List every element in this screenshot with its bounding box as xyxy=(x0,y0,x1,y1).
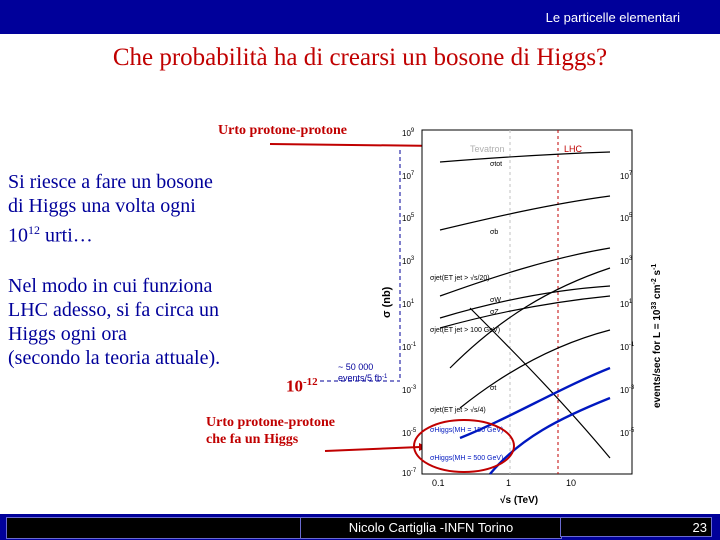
right-tick-3: $10^1$ xyxy=(620,299,633,309)
paragraph-2-line-3: Higgs ogni ora xyxy=(8,323,127,345)
left-tick-1: $10^7$ xyxy=(402,171,415,181)
left-tick-0: $10^9$ xyxy=(402,128,415,138)
left-tick-6: $10^{-3}$ xyxy=(402,385,417,395)
right-tick-6: $10^{-5}$ xyxy=(620,428,635,438)
x-tick-0: 0.1 xyxy=(432,478,445,488)
higgs-label-150: σHiggs(MH = 150 GeV) xyxy=(430,427,504,434)
label-higgs-line-2: che fa un Higgs xyxy=(206,432,299,447)
events-line-1: ~ 50 000 xyxy=(338,362,374,372)
x-tick-2: 10 xyxy=(566,478,577,488)
power-base: 10 xyxy=(8,224,28,247)
footer-author: Nicolo Cartiglia -INFN Torino xyxy=(300,517,562,539)
lhc-label: LHC xyxy=(564,144,583,154)
y-axis-label-left: σ (nb) xyxy=(381,286,393,318)
paragraph-2-line-4: (secondo la teoria attuale). xyxy=(8,347,221,369)
curve-label-t: σt xyxy=(490,385,497,392)
ratio-exponent: -12 xyxy=(303,376,318,388)
left-tick-7: $10^{-5}$ xyxy=(402,428,417,438)
curve-label-jet-20: σjet(ET jet > √s/20) xyxy=(430,275,490,282)
curve-label-jet-4: σjet(ET jet > √s/4) xyxy=(430,407,486,414)
right-tick-4: $10^{-1}$ xyxy=(620,342,635,352)
tevatron-label: Tevatron xyxy=(470,144,505,154)
footer-left-block xyxy=(6,517,302,539)
events-line-2: events/5 $fb^{-1}$ xyxy=(338,373,388,383)
left-tick-8: $10^{-7}$ xyxy=(402,468,417,478)
curve-label-tot: σtot xyxy=(490,161,503,168)
curve-label-jet-100: σjet(ET jet > 100 GeV) xyxy=(430,327,501,334)
footer-page-number: 23 xyxy=(560,517,712,537)
line-tail: urti… xyxy=(40,224,93,247)
footer-bar xyxy=(0,514,720,540)
curve-label-z: σZ xyxy=(490,309,499,316)
section-title: Le particelle elementari xyxy=(545,10,680,25)
power-exponent: 12 xyxy=(28,223,40,237)
left-tick-5: $10^{-1}$ xyxy=(402,342,417,352)
slide-title: Che probabilità ha di crearsi un bosone di Higgs? xyxy=(112,44,608,71)
plot-frame xyxy=(422,130,632,474)
right-tick-2: $10^3$ xyxy=(620,256,633,266)
curve-label-b: σb xyxy=(490,229,499,236)
higgs-label-500: σHiggs(MH = 500 GeV) xyxy=(430,455,504,462)
left-axis-ticks xyxy=(402,128,417,478)
label-proton-collision: Urto protone-protone xyxy=(218,123,347,138)
paragraph-2-line-1: Nel modo in cui funziona xyxy=(8,275,213,297)
right-tick-5: $10^{-3}$ xyxy=(620,385,635,395)
ratio-base: 10 xyxy=(286,376,303,396)
x-axis-label: √s (TeV) xyxy=(500,495,539,506)
x-tick-1: 1 xyxy=(506,478,512,488)
curve-label-w: σW xyxy=(490,297,501,304)
paragraph-2-line-2: LHC adesso, si fa circa un xyxy=(8,299,220,321)
right-tick-0: $10^7$ xyxy=(620,171,633,181)
left-tick-4: $10^1$ xyxy=(402,299,415,309)
events-label xyxy=(338,362,388,383)
right-tick-1: $10^5$ xyxy=(620,213,633,223)
left-tick-3: $10^3$ xyxy=(402,256,415,266)
label-higgs-line-1: Urto protone-protone xyxy=(206,415,335,430)
paragraph-1-line-1: Si riesce a fare un bosone xyxy=(8,171,213,193)
x-axis-ticks xyxy=(432,478,576,488)
y-axis-label-right: events/sec for $L = 10^{33}$ $cm^{-2}$ $s^{-1}$ xyxy=(651,263,663,408)
left-tick-2: $10^5$ xyxy=(402,213,415,223)
paragraph-1-line-2: di Higgs una volta ogni xyxy=(8,195,196,217)
cross-section-figure xyxy=(338,118,690,518)
